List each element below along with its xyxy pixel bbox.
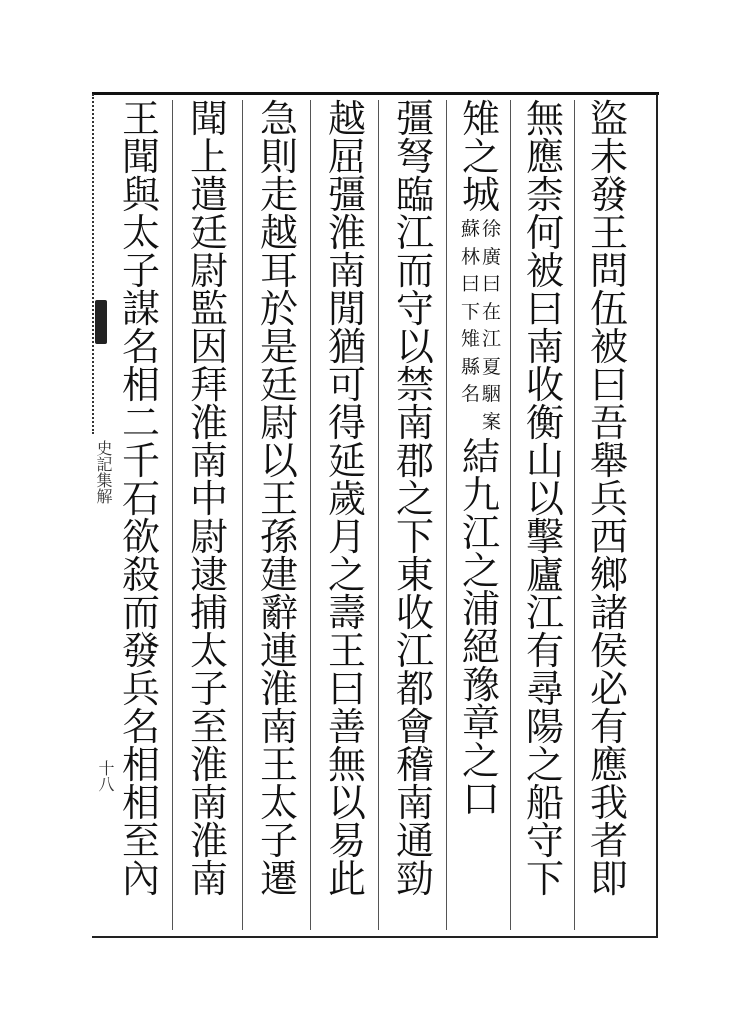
commentary-character: 案 <box>482 410 502 433</box>
character: 應 <box>589 743 628 787</box>
character: 何 <box>525 211 564 255</box>
character: 浦 <box>461 587 500 632</box>
commentary-line <box>461 216 480 436</box>
character: 而 <box>395 249 434 293</box>
character: 辭 <box>259 591 298 635</box>
text-column <box>254 97 304 930</box>
character: 監 <box>189 287 228 331</box>
character: 建 <box>259 553 298 597</box>
column-rule <box>172 100 173 930</box>
character: 下 <box>525 857 564 901</box>
character: 弩 <box>395 135 434 179</box>
character: 則 <box>259 135 298 179</box>
character: 會 <box>395 705 434 749</box>
character: 太 <box>189 629 228 673</box>
character: 下 <box>395 515 434 559</box>
character: 尋 <box>525 667 564 711</box>
character: 殺 <box>121 553 160 597</box>
character: 南 <box>327 249 366 293</box>
character: 捕 <box>189 591 228 635</box>
commentary-character: 名 <box>460 383 480 406</box>
text-column <box>390 97 440 930</box>
character: 擊 <box>525 515 564 559</box>
character: 之 <box>461 135 500 179</box>
character: 越 <box>259 211 298 255</box>
commentary-character: 林 <box>460 245 480 268</box>
character: 此 <box>327 857 366 901</box>
commentary-character: 徐 <box>482 218 502 240</box>
character: 絕 <box>461 625 500 670</box>
character: 即 <box>589 857 628 901</box>
character: 吾 <box>589 401 628 445</box>
character: 淮 <box>189 743 228 787</box>
character: 淮 <box>189 819 228 863</box>
character: 無 <box>327 743 366 787</box>
character: 山 <box>525 439 564 483</box>
character: 江 <box>395 629 434 673</box>
commentary-note <box>461 216 501 436</box>
character: 月 <box>327 515 366 559</box>
column-rule <box>310 100 311 930</box>
character: 以 <box>395 325 434 369</box>
character: 連 <box>259 629 298 673</box>
character: 守 <box>525 819 564 863</box>
character: 閒 <box>327 287 366 331</box>
character: 尉 <box>189 249 228 293</box>
character: 歲 <box>327 477 366 521</box>
column-rule <box>378 100 379 930</box>
character: 口 <box>461 777 500 822</box>
character: 得 <box>327 401 366 445</box>
character: 衡 <box>525 401 564 445</box>
character: 收 <box>525 363 564 407</box>
text-column <box>456 97 506 930</box>
text-column <box>520 97 570 930</box>
commentary-character: 縣 <box>460 355 480 378</box>
character: 陽 <box>525 705 564 749</box>
character: 名 <box>121 705 160 749</box>
text-column <box>584 97 634 930</box>
commentary-character: 在 <box>482 300 502 323</box>
character: 城 <box>461 173 500 217</box>
character: 廷 <box>259 363 298 407</box>
character: 延 <box>327 439 366 483</box>
character: 王 <box>121 97 160 141</box>
character: 謀 <box>121 287 160 331</box>
character: 豫 <box>461 663 500 708</box>
frame-top-border <box>92 92 659 95</box>
column-rule <box>446 100 447 930</box>
character: 伍 <box>589 287 628 331</box>
character: 千 <box>121 439 160 483</box>
character: 問 <box>589 249 628 293</box>
character: 江 <box>395 211 434 255</box>
commentary-character: 江 <box>482 328 502 351</box>
character: 屈 <box>327 135 366 179</box>
frame-right-border <box>656 94 658 937</box>
character: 於 <box>259 287 298 331</box>
character: 發 <box>121 629 160 673</box>
character: 至 <box>121 819 160 863</box>
character: 名 <box>121 325 160 369</box>
text-column <box>184 97 234 930</box>
character: 都 <box>395 667 434 711</box>
character: 九 <box>461 473 500 518</box>
character: 南 <box>395 401 434 445</box>
character: 以 <box>525 477 564 521</box>
character: 結 <box>461 435 500 480</box>
character: 之 <box>461 739 500 784</box>
character: 子 <box>259 819 298 863</box>
character: 江 <box>525 591 564 635</box>
character: 諸 <box>589 591 628 635</box>
character: 曰 <box>589 363 628 407</box>
character: 應 <box>525 135 564 179</box>
character: 侯 <box>589 629 628 673</box>
character: 被 <box>589 325 628 369</box>
character: 郡 <box>395 439 434 483</box>
character: 以 <box>259 439 298 483</box>
character: 王 <box>259 477 298 521</box>
character: 曰 <box>525 287 564 331</box>
character: 越 <box>327 97 366 141</box>
character: 耳 <box>259 249 298 293</box>
character: 欲 <box>121 515 160 559</box>
character: 因 <box>189 325 228 369</box>
character: 石 <box>121 477 160 521</box>
character: 淮 <box>259 667 298 711</box>
character: 者 <box>589 819 628 863</box>
character: 有 <box>525 629 564 673</box>
text-column <box>116 97 166 930</box>
character: 尉 <box>259 401 298 445</box>
character: 上 <box>189 135 228 179</box>
character: 以 <box>327 781 366 825</box>
character: 可 <box>327 363 366 407</box>
character: 勁 <box>395 857 434 901</box>
character: 雉 <box>461 97 500 141</box>
character: 子 <box>189 667 228 711</box>
character: 收 <box>395 591 434 635</box>
character: 王 <box>259 743 298 787</box>
commentary-character: 雉 <box>460 328 480 351</box>
character: 被 <box>525 249 564 293</box>
commentary-character: 曰 <box>482 273 502 296</box>
character: 拜 <box>189 363 228 407</box>
fishtail-mark <box>95 300 107 344</box>
character: 東 <box>395 553 434 597</box>
character: 廷 <box>189 211 228 255</box>
character: 臨 <box>395 173 434 217</box>
commentary-character: 駰 <box>482 383 502 406</box>
text-column <box>322 97 372 930</box>
character: 稽 <box>395 743 434 787</box>
frame-left-border <box>92 94 94 434</box>
character: 無 <box>525 97 564 141</box>
character: 曰 <box>327 667 366 711</box>
commentary-character: 下 <box>460 300 480 323</box>
character: 孫 <box>259 515 298 559</box>
character: 遣 <box>189 173 228 217</box>
character: 相 <box>121 363 160 407</box>
character: 太 <box>121 211 160 255</box>
character: 聞 <box>121 135 160 179</box>
character: 未 <box>589 135 628 179</box>
character: 聞 <box>189 97 228 141</box>
character: 易 <box>327 819 366 863</box>
character: 兵 <box>121 667 160 711</box>
character: 發 <box>589 173 628 217</box>
character: 之 <box>461 549 500 594</box>
character: 船 <box>525 781 564 825</box>
character: 南 <box>525 325 564 369</box>
character: 至 <box>189 705 228 749</box>
character: 善 <box>327 705 366 749</box>
commentary-character: 廣 <box>482 245 502 268</box>
character: 盜 <box>589 97 628 141</box>
character: 守 <box>395 287 434 331</box>
character: 內 <box>121 857 160 901</box>
column-rule <box>510 100 511 930</box>
character: 之 <box>395 477 434 521</box>
character: 中 <box>189 477 228 521</box>
character: 淮 <box>327 211 366 255</box>
page-number: 十八 <box>96 760 115 792</box>
character: 王 <box>327 629 366 673</box>
character: 廬 <box>525 553 564 597</box>
character: 通 <box>395 819 434 863</box>
character: 相 <box>121 743 160 787</box>
commentary-line <box>482 216 501 436</box>
character: 壽 <box>327 591 366 635</box>
character: 南 <box>395 781 434 825</box>
character: 兵 <box>589 477 628 521</box>
character: 之 <box>525 743 564 787</box>
character: 與 <box>121 173 160 217</box>
character: 遷 <box>259 857 298 901</box>
character: 彊 <box>395 97 434 141</box>
column-rule <box>242 100 243 930</box>
character: 二 <box>121 401 160 445</box>
frame-bottom-border <box>92 936 658 938</box>
character: 我 <box>589 781 628 825</box>
character: 急 <box>259 97 298 141</box>
character: 南 <box>189 857 228 901</box>
character: 江 <box>461 511 500 556</box>
character: 柰 <box>525 173 564 217</box>
character: 猶 <box>327 325 366 369</box>
character: 尉 <box>189 515 228 559</box>
character: 逮 <box>189 553 228 597</box>
character: 有 <box>589 705 628 749</box>
character: 淮 <box>189 401 228 445</box>
column-rule <box>574 100 575 930</box>
character: 禁 <box>395 363 434 407</box>
character: 走 <box>259 173 298 217</box>
character: 相 <box>121 781 160 825</box>
character: 必 <box>589 667 628 711</box>
character: 是 <box>259 325 298 369</box>
commentary-character: 夏 <box>482 355 502 378</box>
character: 彊 <box>327 173 366 217</box>
character: 南 <box>259 705 298 749</box>
character: 舉 <box>589 439 628 483</box>
character: 南 <box>189 781 228 825</box>
character: 南 <box>189 439 228 483</box>
character: 而 <box>121 591 160 635</box>
commentary-character: 蘇 <box>460 218 480 240</box>
character: 章 <box>461 701 500 746</box>
character: 鄉 <box>589 553 628 597</box>
commentary-character: 曰 <box>460 273 480 296</box>
character: 西 <box>589 515 628 559</box>
character: 之 <box>327 553 366 597</box>
character: 太 <box>259 781 298 825</box>
character: 王 <box>589 211 628 255</box>
margin-book-title: 史記集解 <box>94 440 113 504</box>
character: 子 <box>121 249 160 293</box>
